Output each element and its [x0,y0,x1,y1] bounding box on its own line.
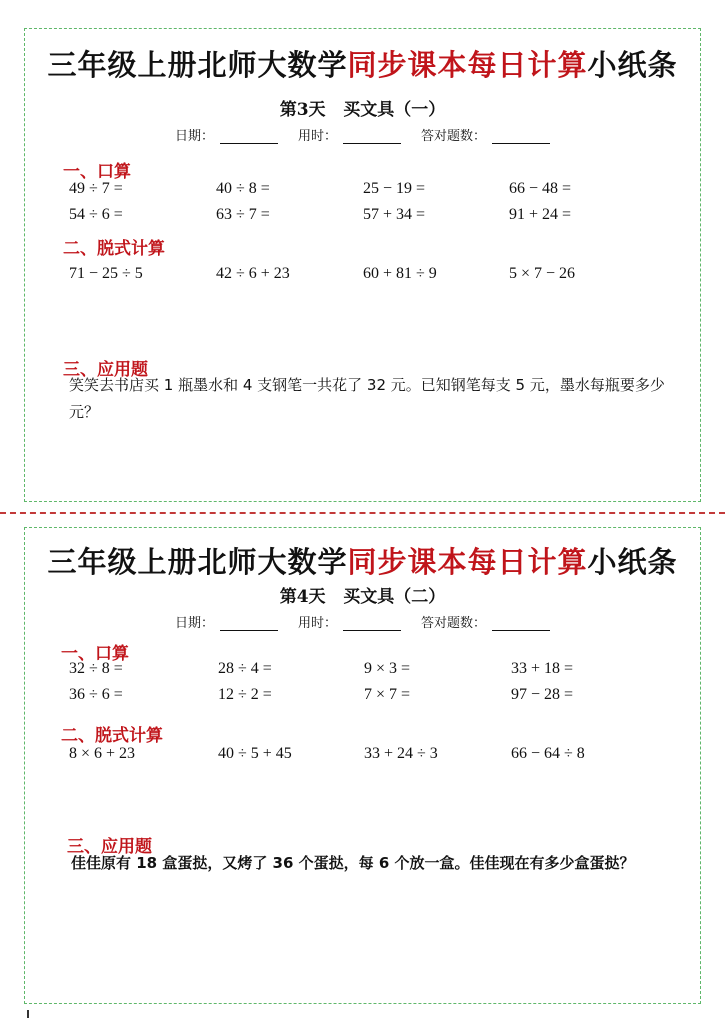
time-field[interactable] [298,125,401,144]
correct-count-blank[interactable] [492,616,550,631]
oral-item: 49 ÷ 7 = [69,180,123,197]
oral-item: 66 − 48 = [509,180,572,197]
time-blank[interactable] [343,616,401,631]
stepwise-item: 60 + 81 ÷ 9 [363,265,437,282]
date-label: 日期： [174,129,214,144]
section-oral-heading: 一、口算 [63,162,131,182]
title-highlight: 同步课本每日计算 [347,48,588,82]
oral-item: 28 ÷ 4 = [218,660,272,677]
correct-count-label: 答对题数： [421,129,487,144]
meta-fields [25,125,700,144]
oral-row [25,180,700,200]
date-blank[interactable] [220,616,278,631]
oral-item: 91 + 24 = [509,206,572,223]
section-stepwise-heading: 二、脱式计算 [61,726,163,746]
stepwise-item: 8 × 6 + 23 [69,745,136,762]
time-label: 用时： [297,616,337,631]
stepwise-item: 33 + 24 ÷ 3 [364,745,438,762]
section-oral-heading: 一、口算 [61,644,129,664]
correct-count-blank[interactable] [492,129,550,144]
oral-row [25,206,700,226]
worksheet-day-3 [24,28,701,502]
oral-item: 36 ÷ 6 = [69,686,123,703]
time-field[interactable] [298,612,401,631]
stepwise-row [25,745,700,765]
oral-item: 9 × 3 = [364,660,411,677]
section-word-problem-heading: 三、应用题 [63,360,148,380]
lesson-subtitle: 第3天 买文具（一） [279,100,446,120]
cut-line-divider [0,512,725,514]
worksheet-day-4 [24,527,701,1004]
date-blank[interactable] [220,129,278,144]
scan-artifact [27,1010,29,1018]
oral-item: 7 × 7 = [364,686,411,703]
title-part-2: 小纸条 [587,545,678,579]
time-label: 用时： [297,129,337,144]
meta-fields [25,612,700,631]
oral-item: 12 ÷ 2 = [218,686,272,703]
correct-count-field[interactable] [421,612,550,631]
oral-item: 25 − 19 = [363,180,426,197]
title-highlight: 同步课本每日计算 [347,545,588,579]
oral-item: 32 ÷ 8 = [69,660,123,677]
word-problem-text: 笑笑去书店买 1 瓶墨水和 4 支钢笔一共花了 32 元。已知钢笔每支 5 元，墨水每瓶要多少元？ [69,376,665,421]
oral-item: 33 + 18 = [511,660,574,677]
correct-count-label: 答对题数： [421,616,487,631]
worksheet-title [25,540,700,581]
oral-item: 57 + 34 = [363,206,426,223]
stepwise-item: 42 ÷ 6 + 23 [216,265,290,282]
time-blank[interactable] [343,129,401,144]
title-part-2: 小纸条 [587,48,678,82]
stepwise-item: 5 × 7 − 26 [509,265,576,282]
oral-row [25,686,700,706]
word-problem-text: 佳佳原有 18 盒蛋挞，又烤了 36 个蛋挞，每 6 个放一盒。佳佳现在有多少盒蛋挞？ [71,854,635,872]
correct-count-field[interactable] [421,125,550,144]
worksheet-title [25,43,700,84]
oral-item: 63 ÷ 7 = [216,206,270,223]
section-stepwise-heading: 二、脱式计算 [63,239,165,259]
oral-item: 97 − 28 = [511,686,574,703]
oral-row [25,660,700,680]
stepwise-row [25,265,700,285]
lesson-subtitle: 第4天 买文具（二） [279,587,446,607]
date-field[interactable] [175,612,278,631]
date-label: 日期： [174,616,214,631]
date-field[interactable] [175,125,278,144]
oral-item: 54 ÷ 6 = [69,206,123,223]
stepwise-item: 40 ÷ 5 + 45 [218,745,292,762]
stepwise-item: 66 − 64 ÷ 8 [511,745,585,762]
title-part-1: 三年级上册北师大数学 [47,545,348,579]
title-part-1: 三年级上册北师大数学 [47,48,348,82]
oral-item: 40 ÷ 8 = [216,180,270,197]
section-word-problem-heading: 三、应用题 [67,837,152,857]
stepwise-item: 71 − 25 ÷ 5 [69,265,143,282]
